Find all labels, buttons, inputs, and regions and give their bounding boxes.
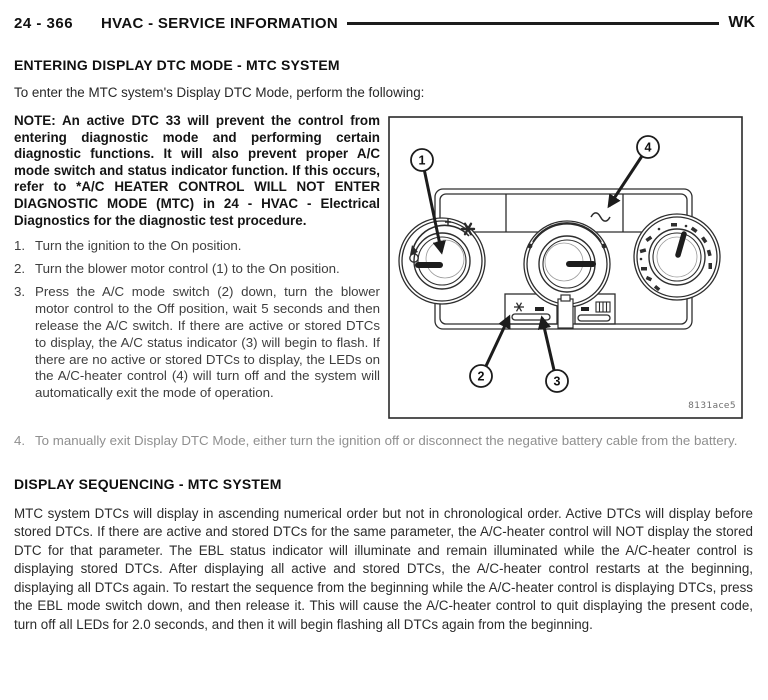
ac-status-indicator bbox=[535, 307, 544, 311]
step-text: Press the A/C mode switch (2) down, turn the blower motor control to the Off position, wait 5 seconds and then release the A/C switch. If there are active or stored DTCs to display, the A/C status indicator (3) will begin to flash. If there are no active or stored DTCs to display, the LEDs on the A/C-heater control (4) will turn off and the system will automatically exit the mode of operation. bbox=[35, 284, 380, 401]
step-text: Turn the ignition to the On position. bbox=[35, 238, 242, 254]
step-number: 3. bbox=[14, 284, 26, 300]
callout-4 bbox=[637, 136, 659, 158]
svg-text:4: 4 bbox=[644, 140, 652, 155]
step-item-1 bbox=[14, 238, 380, 255]
page-number: 24 - 366 bbox=[14, 14, 74, 32]
display-sequencing-body: MTC system DTCs will display in ascending numerical order but not in chronological order. Active DTCs will display before stored DTCs. If there are active and stored DTCs for the same parameter, the A/C-heater control will NOT display the stored DTC for that parameter. The EBL status indicator will illuminate and remain illuminated while the A/C-heater control is displaying stored DTCs. After displaying all active and stored DTCs, the A/C-heater control restarts at the beginning, displaying all DTCs again. To restart the sequence from the beginning while the A/C-heater control is displaying DTCs, press the EBL mode switch down, and then release it. This will cause the A/C-heater control to quit displaying the present code, turn off all LEDs for 2.0 seconds, and then it will begin flashing all DTCs again from the beginning. bbox=[14, 505, 753, 632]
callout-2 bbox=[470, 365, 492, 387]
step-number: 1. bbox=[14, 238, 26, 254]
svg-text:1: 1 bbox=[418, 153, 426, 168]
intro-text: To enter the MTC system's Display DTC Mode, perform the following: bbox=[14, 85, 425, 100]
svg-text:2: 2 bbox=[477, 369, 485, 384]
step-text: Turn the blower motor control (1) to the On position. bbox=[35, 261, 340, 277]
platform-code: WK bbox=[728, 14, 755, 31]
step-item-3 bbox=[14, 284, 380, 402]
step-number: 2. bbox=[14, 261, 26, 277]
steps-list bbox=[14, 238, 380, 402]
note-block: NOTE: An active DTC 33 will prevent the control from entering diagnostic mode and performing certain diagnostic functions. It will also prevent proper A/C mode switch and status indicator function. If this occurs, refer to *A/C HEATER CONTROL WILL NOT ENTER DIAGNOSTIC MODE (MTC) in 24 - HVAC - Electrical Diagnostics for the diagnostic test procedure. bbox=[14, 113, 380, 228]
content-columns bbox=[14, 113, 755, 424]
blower-motor-control-knob bbox=[414, 233, 470, 289]
callout-3 bbox=[546, 370, 568, 392]
step-number: 4. bbox=[14, 433, 26, 448]
header-title: HVAC - SERVICE INFORMATION bbox=[101, 14, 339, 32]
hvac-control-figure bbox=[388, 116, 743, 424]
figure-code: 8131ace5 bbox=[688, 401, 736, 411]
center-tab bbox=[558, 295, 573, 328]
text-column bbox=[14, 113, 380, 402]
step-item-2 bbox=[14, 261, 380, 278]
page-header bbox=[14, 10, 755, 36]
step-item-4 bbox=[14, 433, 755, 450]
callout-1 bbox=[411, 149, 433, 171]
step-text: To manually exit Display DTC Mode, either turn the ignition off or disconnect the negative battery cable from the battery. bbox=[35, 433, 738, 448]
ebl-status-indicator bbox=[581, 307, 589, 311]
temperature-control-knob bbox=[539, 236, 595, 292]
hvac-control-diagram bbox=[388, 116, 743, 419]
mode-control-knob bbox=[649, 229, 705, 285]
section-title-entering-dtc-mode: ENTERING DISPLAY DTC MODE - MTC SYSTEM bbox=[14, 57, 340, 73]
section-title-display-sequencing: DISPLAY SEQUENCING - MTC SYSTEM bbox=[14, 475, 282, 492]
svg-text:3: 3 bbox=[553, 374, 561, 389]
header-rule bbox=[347, 22, 719, 25]
